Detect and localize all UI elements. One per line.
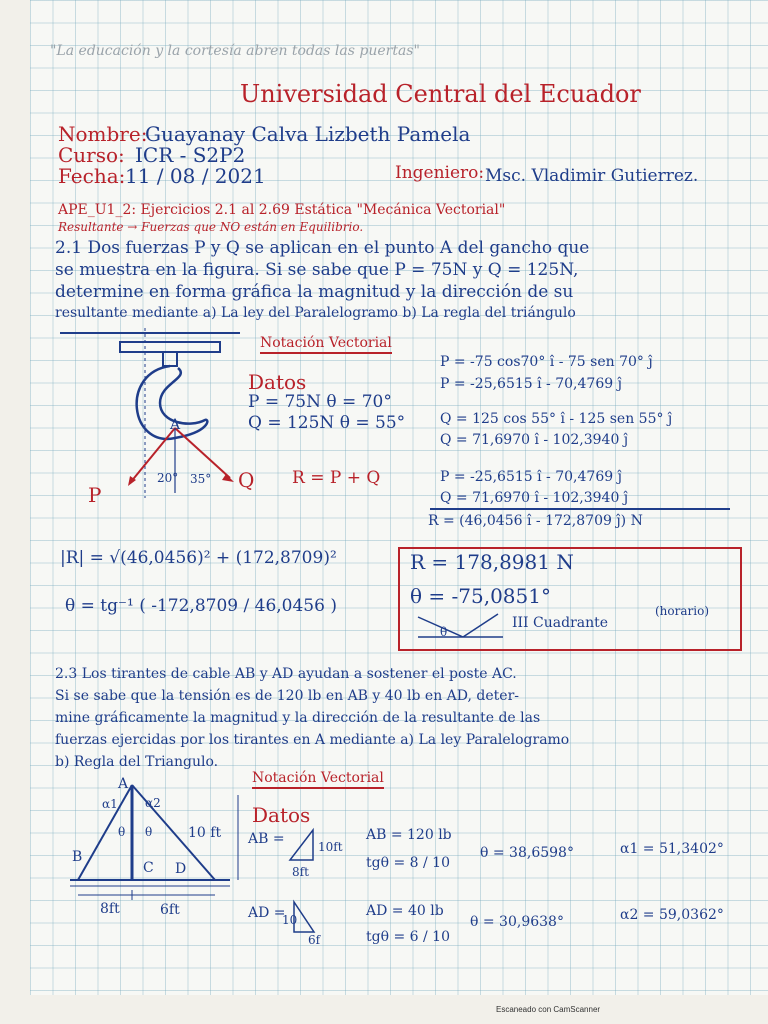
- p1-sum-1: P = -25,6515 î - 70,4769 ĵ: [440, 469, 622, 485]
- faint-motto: "La educación y la cortesía abren todas las puertas": [50, 43, 420, 59]
- p2-ad-alpha: α2 = 59,0362°: [620, 907, 724, 923]
- engineer-label: Ingeniero:: [395, 163, 485, 183]
- ad-tri-base: 6f: [308, 933, 321, 947]
- p1-vec-3: Q = 125 cos 55° î - 125 sen 55° ĵ: [440, 411, 673, 427]
- p2-line-5: b) Regla del Triangulo.: [55, 754, 219, 770]
- p2-line-2: Si se sabe que la tensión es de 120 lb en AB y 40 lb en AD, deter-: [55, 688, 520, 704]
- p1-theta-sym: θ: [440, 625, 448, 639]
- p1-quadrant-sketch: [418, 612, 508, 642]
- p2-ad-value: AD = 40 lb: [366, 903, 444, 919]
- p1-notation-title: Notación Vectorial: [260, 336, 392, 354]
- p2-ad-theta: θ = 30,9638°: [470, 914, 564, 930]
- p1-sum-result: R = (46,0456 î - 172,8709 ĵ) N: [428, 513, 643, 529]
- p2-ad-label: AD =: [248, 905, 286, 921]
- p2-datos-title: Datos: [252, 803, 311, 827]
- pole-label-b: B: [72, 849, 83, 865]
- p2-ab-theta: θ = 38,6598°: [480, 845, 574, 861]
- name-label: Nombre:: [58, 122, 148, 146]
- pole-left-dist: 8ft: [100, 901, 120, 917]
- engineer-value: Msc. Vladimir Gutierrez.: [485, 166, 699, 186]
- p1-quadrant: III Cuadrante: [512, 615, 609, 631]
- assignment-subline: Resultante → Fuerzas que NO están en Equilibrio.: [58, 220, 364, 234]
- p1-sum-line: [430, 508, 730, 510]
- ab-tri-side: 10ft: [318, 840, 343, 854]
- course-value: ICR - S2P2: [135, 143, 246, 167]
- p1-result-r: R = 178,8981 N: [410, 550, 574, 574]
- pole-height: 10 ft: [188, 825, 222, 841]
- p1-datos-2: Q = 125N θ = 55°: [248, 413, 406, 433]
- pole-label-alpha1: α1: [102, 797, 118, 811]
- p1-magnitude-eq: |R| = √(46,0456)² + (172,8709)²: [60, 548, 337, 568]
- hook-label-p: P: [88, 483, 102, 507]
- assignment-line: APE_U1_2: Ejercicios 2.1 al 2.69 Estática "Mecánica Vectorial": [58, 202, 506, 218]
- pole-theta-2: θ: [145, 825, 153, 839]
- ad-tri-side: 10: [282, 913, 298, 927]
- p1-datos-1: P = 75N θ = 70°: [248, 392, 392, 412]
- p1-line-1: 2.1 Dos fuerzas P y Q se aplican en el punto A del gancho que: [55, 238, 590, 258]
- p2-line-4: fuerzas ejercidas por los tirantes en A mediante a) La ley Paralelogramo: [55, 732, 570, 748]
- p2-ab-label: AB =: [248, 831, 285, 847]
- p2-ab-tan: tgθ = 8 / 10: [366, 855, 450, 871]
- hook-angle-1: 20°: [157, 471, 179, 485]
- pole-label-c: C: [143, 860, 154, 876]
- date-value: 11 / 08 / 2021: [125, 164, 266, 188]
- p2-ad-tan: tgθ = 6 / 10: [366, 929, 450, 945]
- pole-right-dist: 6ft: [160, 902, 180, 918]
- p1-vec-4: Q = 71,6970 î - 102,3940 ĵ: [440, 432, 629, 448]
- p1-line-2: se muestra en la figura. Si se sabe que P = 75N y Q = 125N,: [55, 260, 579, 280]
- p1-datos-title: Datos: [248, 370, 307, 394]
- p1-angle-eq: θ = tg⁻¹ ( -172,8709 / 46,0456 ): [65, 596, 337, 616]
- pole-label-a: A: [118, 776, 129, 792]
- scanner-footer: Escaneado con CamScanner: [496, 1005, 601, 1014]
- p1-line-3: determine en forma gráfica la magnitud y la dirección de su: [55, 282, 574, 302]
- notebook-page: [30, 0, 768, 995]
- p1-vec-2: P = -25,6515 î - 70,4769 ĵ: [440, 376, 622, 392]
- name-value: Guayanay Calva Lizbeth Pamela: [145, 122, 471, 146]
- p2-line-1: 2.3 Los tirantes de cable AB y AD ayudan a sostener el poste AC.: [55, 666, 517, 682]
- p1-horario: (horario): [655, 604, 710, 618]
- date-label: Fecha:: [58, 164, 126, 188]
- ab-tri-base: 8ft: [292, 865, 309, 879]
- pole-label-alpha2: α2: [145, 796, 161, 810]
- p1-resultant-eq: R = P + Q: [292, 468, 381, 488]
- p1-sum-2: Q = 71,6970 î - 102,3940 ĵ: [440, 490, 629, 506]
- p1-line-4: resultante mediante a) La ley del Paralelogramo b) La regla del triángulo: [55, 305, 576, 321]
- pole-theta-1: θ: [118, 825, 126, 839]
- hook-angle-2: 35°: [190, 472, 212, 486]
- pole-label-d: D: [175, 861, 187, 877]
- p2-ab-alpha: α1 = 51,3402°: [620, 841, 724, 857]
- ab-triangle: [288, 830, 318, 862]
- p2-line-3: mine gráficamente la magnitud y la dirección de la resultante de las: [55, 710, 541, 726]
- university-title: Universidad Central del Ecuador: [240, 80, 641, 108]
- p1-result-theta: θ = -75,0851°: [410, 584, 551, 608]
- hook-label-a: A: [170, 417, 181, 433]
- p2-ab-value: AB = 120 lb: [366, 827, 452, 843]
- p2-notation-title: Notación Vectorial: [252, 771, 384, 789]
- hook-label-q: Q: [238, 468, 255, 492]
- p1-vec-1: P = -75 cos70° î - 75 sen 70° ĵ: [440, 354, 653, 370]
- course-label: Curso:: [58, 143, 125, 167]
